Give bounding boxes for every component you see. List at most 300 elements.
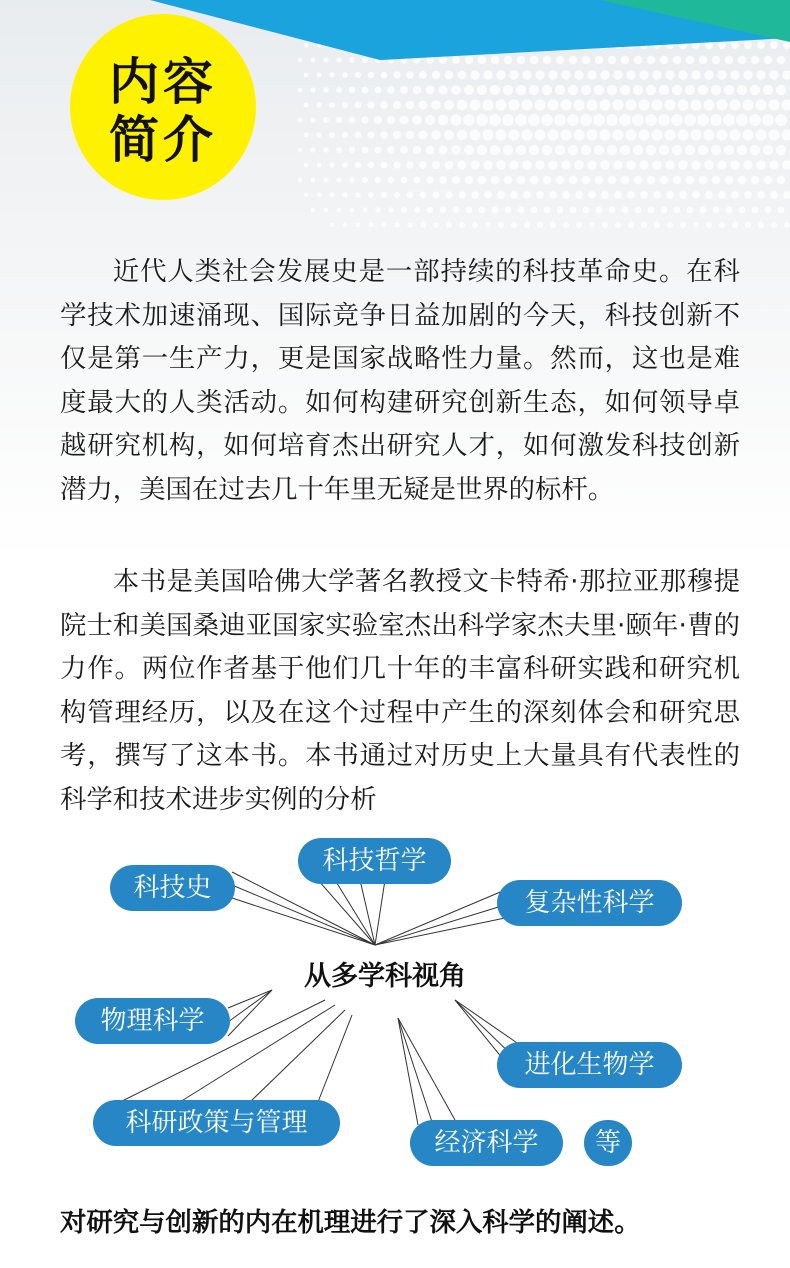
background-dot	[342, 102, 348, 108]
background-dot	[310, 117, 315, 122]
background-dot	[420, 222, 425, 227]
background-dot	[699, 176, 708, 185]
background-dot	[367, 101, 374, 108]
background-dot	[451, 145, 461, 155]
background-dot	[355, 162, 361, 168]
background-dot	[439, 176, 447, 184]
intro-paragraph-2: 本书是美国哈佛大学著名教授文卡特希·那拉亚那穆提院士和美国桑迪亚国家实验室杰出科学家杰夫里·颐年·曹的力作。两位作者基于他们几十年的丰富科研实践和研究机构管理经历，以及在这个过程中产生的深刻体会和研究思考，撰写了这本书。本书通过对历史上大量具有代表性的科学和技术进步实例的分析	[60, 566, 740, 815]
background-dot	[608, 176, 617, 185]
background-dot	[580, 114, 592, 126]
background-dot	[450, 114, 461, 125]
background-dot	[574, 160, 583, 169]
background-dot	[729, 129, 740, 140]
background-dot	[407, 192, 413, 198]
background-dot	[298, 178, 302, 182]
background-dot	[635, 207, 642, 214]
background-dot	[349, 117, 356, 124]
background-dot	[560, 99, 571, 110]
background-dot	[758, 222, 764, 228]
background-dot	[515, 114, 527, 126]
background-dot	[470, 100, 481, 111]
background-dot	[654, 222, 660, 228]
background-dot	[595, 176, 604, 185]
background-dot	[690, 99, 701, 110]
background-dot	[600, 160, 609, 169]
background-dot	[388, 207, 394, 213]
background-dot	[784, 222, 790, 228]
background-dot	[593, 114, 605, 126]
background-dot	[530, 176, 539, 185]
background-dot	[781, 129, 790, 140]
background-dot	[521, 129, 532, 140]
background-dot	[534, 129, 545, 140]
background-dot	[482, 99, 493, 110]
background-dot	[575, 191, 583, 199]
background-dot	[446, 222, 452, 228]
background-dot	[768, 99, 779, 110]
background-dot	[567, 114, 579, 126]
discipline-pill-physical-science: 物理科学	[75, 998, 230, 1044]
discipline-pill-evolutionary-biology: 进化生物学	[497, 1042, 682, 1088]
background-dot	[478, 176, 487, 185]
background-dot	[582, 176, 591, 185]
background-dot	[342, 162, 348, 168]
background-dot	[700, 207, 707, 214]
background-dot	[632, 114, 644, 126]
background-dot	[362, 177, 368, 183]
background-dot	[369, 223, 374, 228]
background-dot	[607, 145, 617, 155]
background-dot	[647, 176, 656, 185]
background-dot	[762, 114, 774, 126]
background-dot	[613, 160, 622, 169]
background-dot	[768, 129, 779, 140]
background-dot	[724, 145, 734, 155]
background-dot	[684, 114, 696, 126]
background-dot	[380, 101, 388, 109]
background-dot	[646, 145, 656, 155]
background-dot	[627, 191, 635, 199]
background-dot	[511, 222, 517, 228]
background-dot	[594, 145, 604, 155]
background-dot	[678, 160, 687, 169]
background-dot	[349, 177, 355, 183]
background-dot	[757, 191, 765, 199]
background-dot	[750, 145, 760, 155]
background-dot	[535, 160, 544, 169]
background-dot	[495, 129, 506, 140]
diagram-center-label: 从多学科视角	[304, 961, 466, 992]
background-dot	[388, 177, 395, 184]
background-dot	[687, 207, 694, 214]
background-dot	[336, 147, 342, 153]
background-dot	[556, 176, 565, 185]
background-dot	[432, 161, 440, 169]
background-dot	[664, 99, 675, 110]
background-dot	[311, 178, 316, 183]
background-dot	[375, 207, 380, 212]
background-dot	[671, 114, 683, 126]
background-dot	[706, 222, 712, 228]
background-dot	[317, 193, 322, 198]
background-dot	[749, 114, 761, 126]
background-dot	[414, 207, 420, 213]
background-dot	[426, 146, 435, 155]
background-dot	[742, 99, 753, 110]
discipline-pill-economics: 经济科学	[410, 1120, 563, 1166]
background-dot	[503, 145, 513, 155]
background-dot	[581, 145, 591, 155]
background-dot	[719, 222, 725, 228]
background-dot	[541, 114, 553, 126]
title-badge	[70, 14, 256, 200]
background-dot	[665, 160, 674, 169]
background-dot	[783, 191, 790, 199]
background-dot	[528, 114, 540, 126]
background-dot	[705, 191, 713, 199]
background-dot	[529, 145, 539, 155]
background-dot	[407, 222, 412, 227]
background-dot	[680, 222, 686, 228]
background-dot	[775, 114, 787, 126]
background-dot	[458, 191, 465, 198]
background-dot	[704, 160, 713, 169]
background-dot	[563, 222, 569, 228]
background-dot	[755, 99, 766, 110]
background-dot	[744, 191, 752, 199]
background-dot	[355, 132, 362, 139]
background-dot	[323, 117, 329, 123]
background-dot	[771, 222, 777, 228]
background-dot	[324, 208, 329, 213]
background-dot	[393, 131, 401, 139]
background-dot	[387, 116, 395, 124]
background-dot	[667, 222, 673, 228]
background-dot	[329, 132, 335, 138]
background-dot	[583, 207, 590, 214]
background-dot	[573, 99, 584, 110]
background-dot	[634, 176, 643, 185]
background-dot	[419, 161, 427, 169]
intro-paragraph-1: 近代人类社会发展史是一部持续的科技革命史。在科学技术加速涌现、国际竞争日益加剧的今天，科技创新不仅是第一生产力，更是国家战略性力量。然而，这也是难度最大的人类活动。如何构建研究创新生态，如何领导卓越研究机构，如何培育杰出研究人才，如何激发科技创新潜力，美国在过去几十年里无疑是世界的标杆。	[60, 256, 740, 505]
background-dot	[464, 145, 474, 155]
background-dot	[381, 222, 386, 227]
background-dot	[355, 102, 362, 109]
background-dot	[738, 176, 747, 185]
background-dot	[394, 222, 399, 227]
background-dot	[401, 177, 408, 184]
background-dot	[374, 116, 382, 124]
background-dot	[651, 129, 662, 140]
background-dot	[367, 131, 374, 138]
background-dot	[394, 192, 400, 198]
background-dot	[703, 99, 714, 110]
background-dot	[498, 222, 504, 228]
background-dot	[712, 176, 721, 185]
background-dot	[336, 117, 342, 123]
background-dot	[476, 114, 488, 126]
background-dot	[658, 114, 670, 126]
background-dot	[438, 145, 447, 154]
background-dot	[304, 103, 309, 108]
background-dot	[586, 129, 597, 140]
background-dot	[509, 160, 518, 169]
background-dot	[537, 222, 543, 228]
background-dot	[612, 129, 623, 140]
background-dot	[755, 129, 766, 140]
background-dot	[355, 192, 360, 197]
background-dot	[626, 160, 635, 169]
background-dot	[769, 160, 778, 169]
background-dot	[412, 115, 421, 124]
background-dot	[588, 191, 596, 199]
background-dot	[557, 207, 564, 214]
background-dot	[589, 222, 595, 228]
background-dot	[445, 161, 454, 170]
background-dot	[433, 222, 439, 228]
background-dot	[633, 145, 643, 155]
background-dot	[482, 129, 493, 140]
background-dot	[690, 129, 701, 140]
background-dot	[648, 207, 655, 214]
background-dot	[458, 161, 467, 170]
background-dot	[737, 145, 747, 155]
background-dot	[651, 99, 662, 110]
background-dot	[549, 191, 557, 199]
background-dot	[716, 129, 727, 140]
background-dot	[453, 207, 460, 214]
background-dot	[641, 222, 647, 228]
background-dot	[609, 207, 616, 214]
background-dot	[470, 160, 479, 169]
discipline-pill-history-of-science: 科技史	[110, 865, 235, 911]
background-dot	[445, 191, 452, 198]
background-dot	[466, 207, 473, 214]
background-dot	[311, 208, 315, 212]
background-dot	[550, 222, 556, 228]
background-dot	[729, 99, 740, 110]
background-dot	[621, 176, 630, 185]
background-dot	[778, 207, 785, 214]
background-dot	[457, 130, 468, 141]
conclusion-sentence: 对研究与创新的内在机理进行了深入科学的阐述。	[60, 1207, 641, 1238]
background-dot	[692, 191, 700, 199]
background-dot	[602, 222, 608, 228]
background-dot	[304, 163, 309, 168]
background-dot	[710, 114, 722, 126]
background-dot	[776, 145, 786, 155]
background-dot	[673, 176, 682, 185]
background-dot	[601, 191, 609, 199]
background-dot	[713, 207, 720, 214]
background-dot	[531, 207, 538, 214]
background-dot	[645, 114, 657, 126]
background-dot	[349, 147, 355, 153]
background-dot	[652, 160, 661, 169]
background-dot	[576, 222, 582, 228]
background-dot	[444, 130, 454, 140]
background-dot	[483, 160, 492, 169]
background-dot	[489, 114, 501, 126]
background-dot	[739, 207, 746, 214]
background-dot	[731, 191, 739, 199]
background-dot	[304, 133, 309, 138]
background-dot	[693, 222, 699, 228]
background-dot	[573, 129, 584, 140]
background-dot	[628, 222, 634, 228]
background-dot	[745, 222, 751, 228]
background-dot	[342, 132, 348, 138]
background-dot	[554, 114, 566, 126]
background-dot	[342, 192, 347, 197]
background-dot	[638, 129, 649, 140]
discipline-pill-philosophy-of-science: 科技哲学	[298, 838, 451, 884]
background-dot	[471, 191, 479, 199]
background-dot	[544, 207, 551, 214]
background-dot	[459, 222, 465, 228]
background-dot	[561, 160, 570, 169]
background-dot	[615, 222, 621, 228]
background-dot	[570, 207, 577, 214]
background-dot	[444, 100, 454, 110]
discipline-pill-etc: 等	[584, 1120, 632, 1166]
background-dot	[492, 207, 499, 214]
background-dot	[438, 115, 449, 126]
background-dot	[452, 176, 460, 184]
background-dot	[329, 162, 334, 167]
background-dot	[368, 192, 374, 198]
background-dot	[406, 161, 414, 169]
background-dot	[732, 222, 738, 228]
background-dot	[736, 114, 748, 126]
background-dot	[457, 100, 468, 111]
background-dot	[505, 207, 512, 214]
background-dot	[356, 223, 361, 228]
background-dot	[672, 145, 682, 155]
background-dot	[568, 145, 578, 155]
background-dot	[465, 176, 473, 184]
background-dot	[542, 145, 552, 155]
background-dot	[517, 176, 526, 185]
background-dot	[743, 160, 752, 169]
background-dot	[730, 160, 739, 169]
background-dot	[742, 129, 753, 140]
background-dot	[310, 147, 315, 152]
background-dot	[406, 131, 415, 140]
background-dot	[638, 99, 649, 110]
background-dot	[420, 192, 427, 199]
background-dot	[697, 114, 709, 126]
title-line-1: 内容	[109, 52, 217, 111]
background-dot	[763, 145, 773, 155]
background-dot	[612, 99, 623, 110]
background-dot	[400, 146, 408, 154]
background-dot	[330, 223, 335, 228]
background-dot	[777, 176, 786, 185]
background-dot	[393, 161, 400, 168]
background-dot	[619, 114, 631, 126]
background-dot	[599, 99, 610, 110]
background-dot	[782, 160, 790, 169]
background-dot	[587, 160, 596, 169]
background-dot	[640, 191, 648, 199]
background-dot	[674, 207, 681, 214]
background-dot	[361, 116, 368, 123]
background-dot	[472, 222, 478, 228]
background-dot	[431, 100, 441, 110]
background-dot	[323, 147, 328, 152]
background-dot	[401, 207, 407, 213]
background-dot	[614, 191, 622, 199]
background-dot	[677, 99, 688, 110]
discipline-pill-complexity-science: 复杂性科学	[497, 880, 682, 926]
background-dot	[685, 145, 695, 155]
background-dot	[534, 99, 545, 110]
background-dot	[375, 177, 381, 183]
background-dot	[547, 99, 558, 110]
background-dot	[433, 192, 440, 199]
title-line-2: 简介	[109, 110, 217, 169]
background-dot	[316, 102, 321, 107]
background-dot	[764, 176, 773, 185]
background-dot	[337, 208, 342, 213]
background-dot	[677, 129, 688, 140]
background-dot	[470, 130, 481, 141]
background-dot	[479, 207, 486, 214]
background-dot	[522, 160, 531, 169]
background-dot	[664, 129, 675, 140]
background-dot	[426, 176, 433, 183]
background-dot	[723, 114, 735, 126]
background-dot	[381, 162, 388, 169]
background-dot	[726, 207, 733, 214]
background-dot	[660, 176, 669, 185]
background-dot	[716, 99, 727, 110]
discipline-pill-research-policy: 科研政策与管理	[93, 1100, 340, 1146]
background-dot	[374, 146, 381, 153]
background-dot	[400, 116, 409, 125]
background-dot	[620, 145, 630, 155]
background-dot	[562, 191, 570, 199]
background-dot	[323, 177, 328, 182]
background-dot	[560, 129, 571, 140]
background-dot	[625, 99, 636, 110]
background-dot	[543, 176, 552, 185]
background-dot	[548, 160, 557, 169]
background-dot	[661, 207, 668, 214]
background-dot	[413, 146, 421, 154]
background-dot	[523, 191, 531, 199]
background-dot	[485, 222, 491, 228]
background-dot	[711, 145, 721, 155]
background-dot	[484, 191, 492, 199]
background-dot	[781, 99, 790, 110]
background-dot	[536, 191, 544, 199]
background-dot	[497, 191, 505, 199]
background-dot	[362, 207, 367, 212]
background-dot	[524, 222, 530, 228]
background-dot	[717, 160, 726, 169]
background-dot	[751, 176, 760, 185]
background-dot	[380, 131, 388, 139]
background-dot	[599, 129, 610, 140]
background-dot	[686, 176, 695, 185]
background-dot	[502, 114, 514, 126]
background-dot	[368, 162, 374, 168]
background-dot	[477, 145, 487, 155]
background-dot	[298, 118, 303, 123]
background-dot	[418, 130, 427, 139]
